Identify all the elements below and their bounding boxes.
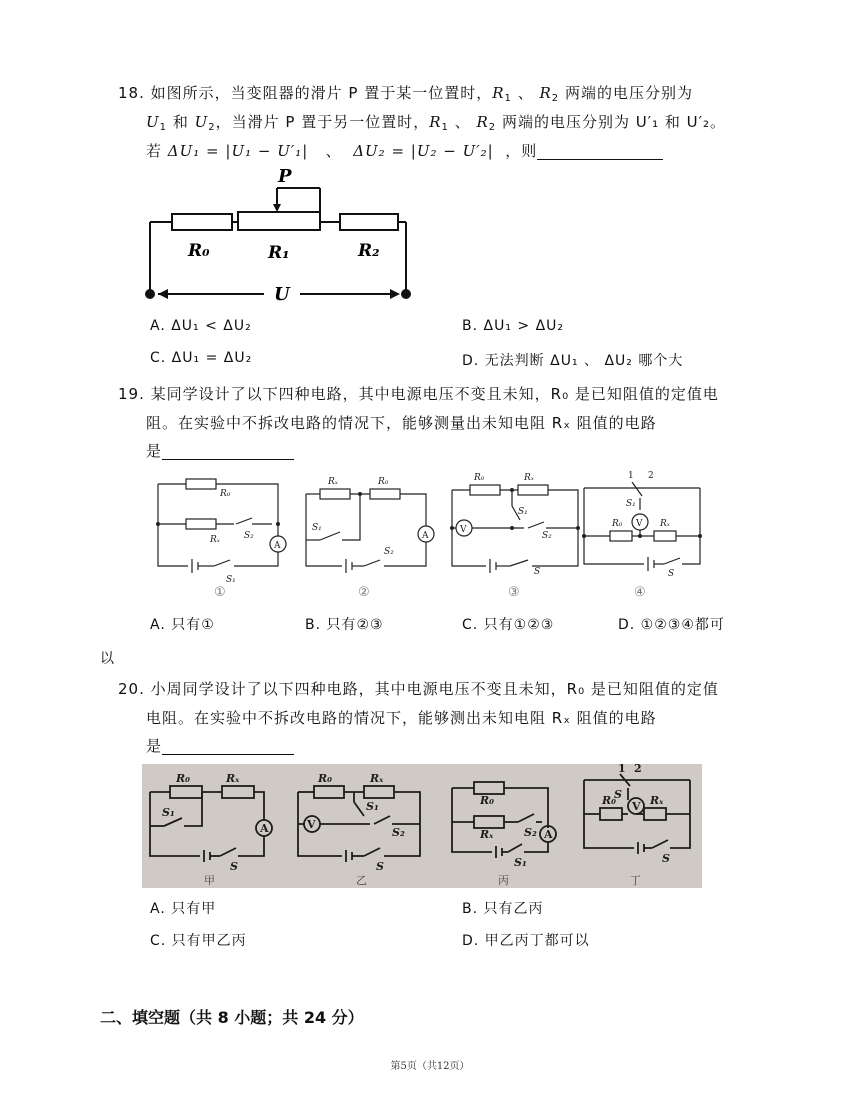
c1-rx-label: Rₓ bbox=[210, 535, 220, 545]
q19-option-b[interactable]: B. 只有②③ bbox=[305, 617, 384, 633]
page-footer: 第5页（共12页） bbox=[390, 1061, 470, 1072]
q19-circuits-figure bbox=[148, 466, 708, 602]
q18-option-a[interactable]: A. ΔU₁ < ΔU₂ bbox=[150, 318, 252, 334]
bing-label: 丙 bbox=[498, 874, 509, 887]
q20-circuit-bing bbox=[452, 782, 556, 858]
q19-option-c[interactable]: C. 只有①②③ bbox=[462, 617, 555, 633]
c4-pos1-label: 1 bbox=[628, 471, 634, 481]
q18-line2: $U_1$ 和 $U_2$，当滑片 P 置于另一位置时，$R_1$ 、 $R_2$ 两端的电压分别为 U′₁ 和 U′₂。 bbox=[146, 113, 727, 133]
c1-s1-label: S₁ bbox=[226, 575, 236, 585]
yi-s2-label: S₂ bbox=[392, 826, 405, 839]
q20-line3: 是 bbox=[146, 735, 294, 757]
bing-s2-label: S₂ bbox=[524, 826, 537, 839]
yi-label: 乙 bbox=[356, 874, 367, 887]
q19-answer-blank[interactable] bbox=[162, 441, 294, 460]
q19-option-d-wrap: 以 bbox=[100, 651, 115, 667]
c4-s-label: S bbox=[668, 569, 675, 579]
c3-s-label: S bbox=[534, 567, 541, 577]
q18-option-c[interactable]: C. ΔU₁ = ΔU₂ bbox=[150, 350, 253, 366]
q20-option-a[interactable]: A. 只有甲 bbox=[150, 901, 217, 917]
ding-rx-label: Rₓ bbox=[650, 794, 664, 807]
q20-photo-figure bbox=[142, 764, 702, 888]
c1-ammeter-label: A bbox=[274, 541, 281, 551]
q18-option-b[interactable]: B. ΔU₁ > ΔU₂ bbox=[462, 318, 565, 334]
q19-circuit-2 bbox=[306, 489, 434, 573]
c1-r0-label: R₀ bbox=[220, 489, 231, 499]
c3-rx-label: Rₓ bbox=[524, 473, 534, 483]
jia-rx-label: Rₓ bbox=[226, 772, 240, 785]
bing-r0-label: R₀ bbox=[480, 794, 494, 807]
arrowhead-left bbox=[158, 289, 168, 299]
jia-s1-label: S₁ bbox=[162, 806, 175, 819]
q19-line1: 19. 某同学设计了以下四种电路，其中电源电压不变且未知，R₀ 是已知阻值的定值电 bbox=[118, 385, 719, 403]
circuit-4-label: ④ bbox=[634, 585, 646, 600]
c4-pos2-label: 2 bbox=[648, 471, 654, 481]
terminal-left bbox=[145, 289, 155, 299]
bing-s1-label: S₁ bbox=[514, 856, 527, 869]
ding-r0-label: R₀ bbox=[602, 794, 616, 807]
q18-answer-blank[interactable] bbox=[537, 141, 663, 160]
q20-circuit-yi bbox=[298, 786, 420, 862]
resistor-r0 bbox=[172, 214, 232, 230]
q20-answer-blank[interactable] bbox=[162, 736, 294, 755]
yi-rx-label: Rₓ bbox=[370, 772, 384, 785]
ding-label: 丁 bbox=[630, 874, 641, 887]
q19-line3: 是 bbox=[146, 440, 294, 462]
jia-s-label: S bbox=[230, 860, 238, 873]
c2-s1-label: S₁ bbox=[312, 523, 322, 533]
q20-option-c[interactable]: C. 只有甲乙丙 bbox=[150, 933, 247, 949]
q20-line1: 20. 小周同学设计了以下四种电路，其中电源电压不变且未知，R₀ 是已知阻值的定值 bbox=[118, 680, 719, 698]
q18-circuit-figure bbox=[140, 164, 430, 312]
c4-r0-label: R₀ bbox=[612, 519, 623, 529]
c4-voltmeter-label: V bbox=[636, 519, 643, 529]
q20-line2: 电阻。在实验中不拆改电路的情况下，能够测出未知电阻 Rₓ 阻值的电路 bbox=[146, 709, 657, 727]
jia-r0-label: R₀ bbox=[176, 772, 190, 785]
c3-r0-label: R₀ bbox=[474, 473, 485, 483]
ding-s-label: S bbox=[614, 788, 622, 801]
label-p: P bbox=[278, 166, 292, 187]
c3-s1-label: S₁ bbox=[518, 507, 528, 517]
c2-s2-label: S₂ bbox=[384, 547, 394, 557]
q18-line3: 若 ΔU₁ = |U₁ − U′₁| 、 ΔU₂ = |U₂ − U′₂| ，则 bbox=[146, 140, 663, 162]
yi-s1-label: S₁ bbox=[366, 800, 379, 813]
q18-option-d[interactable]: D. 无法判断 ΔU₁ 、 ΔU₂ 哪个大 bbox=[462, 353, 684, 369]
circuit-1-label: ① bbox=[214, 585, 226, 600]
c2-ammeter-label: A bbox=[422, 531, 429, 541]
ding-pos1-label: 1 bbox=[618, 764, 626, 775]
c4-rx-label: Rₓ bbox=[660, 519, 670, 529]
q19-option-a[interactable]: A. 只有① bbox=[150, 617, 215, 633]
ding-pos2-label: 2 bbox=[634, 764, 642, 775]
label-r1: R₁ bbox=[268, 243, 290, 263]
q20-option-d[interactable]: D. 甲乙丙丁都可以 bbox=[462, 933, 590, 949]
q20-option-b[interactable]: B. 只有乙丙 bbox=[462, 901, 544, 917]
q18-number: 18. bbox=[118, 84, 145, 102]
q19-number: 19. bbox=[118, 385, 145, 403]
jia-label: 甲 bbox=[204, 874, 215, 887]
q19-circuit-3 bbox=[452, 485, 578, 573]
c3-voltmeter-label: V bbox=[460, 525, 467, 535]
label-r0: R₀ bbox=[188, 241, 210, 261]
c4-s1-label: S₁ bbox=[626, 499, 636, 509]
q19-option-d[interactable]: D. ①②③④都可 bbox=[618, 617, 725, 633]
resistor-r2 bbox=[340, 214, 398, 230]
bing-ammeter-label: A bbox=[544, 828, 553, 841]
ding-switch-label: S bbox=[662, 852, 670, 865]
section-2-title: 二、填空题（共 8 小题；共 24 分） bbox=[100, 1008, 364, 1027]
c1-s2-label: S₂ bbox=[244, 531, 254, 541]
resistor-r1 bbox=[238, 212, 320, 230]
circuit-3-label: ③ bbox=[508, 585, 520, 600]
slider-arrowhead bbox=[273, 204, 281, 212]
yi-voltmeter-label: V bbox=[307, 818, 316, 831]
ding-voltmeter-label: V bbox=[632, 800, 641, 813]
yi-s-label: S bbox=[376, 860, 384, 873]
circuit-2-label: ② bbox=[358, 585, 370, 600]
q19-line2: 阻。在实验中不拆改电路的情况下，能够测量出未知电阻 Rₓ 阻值的电路 bbox=[146, 414, 657, 432]
arrowhead-right bbox=[390, 289, 400, 299]
yi-r0-label: R₀ bbox=[318, 772, 332, 785]
q20-circuit-jia bbox=[150, 786, 272, 862]
c2-r0-label: R₀ bbox=[378, 477, 389, 487]
q20-circuits-drawing bbox=[142, 764, 702, 888]
label-u: U bbox=[274, 284, 290, 305]
c3-s2-label: S₂ bbox=[542, 531, 552, 541]
q20-circuit-ding bbox=[584, 774, 690, 854]
jia-ammeter-label: A bbox=[260, 822, 269, 835]
bing-rx-label: Rₓ bbox=[480, 828, 494, 841]
terminal-right bbox=[401, 289, 411, 299]
c2-rx-label: Rₓ bbox=[328, 477, 338, 487]
label-r2: R₂ bbox=[358, 241, 380, 261]
q18-line1: 18. 如图所示，当变阻器的滑片 P 置于某一位置时，$R_1$ 、 $R_2$ 两端的电压分别为 bbox=[118, 84, 693, 104]
q20-number: 20. bbox=[118, 680, 145, 698]
